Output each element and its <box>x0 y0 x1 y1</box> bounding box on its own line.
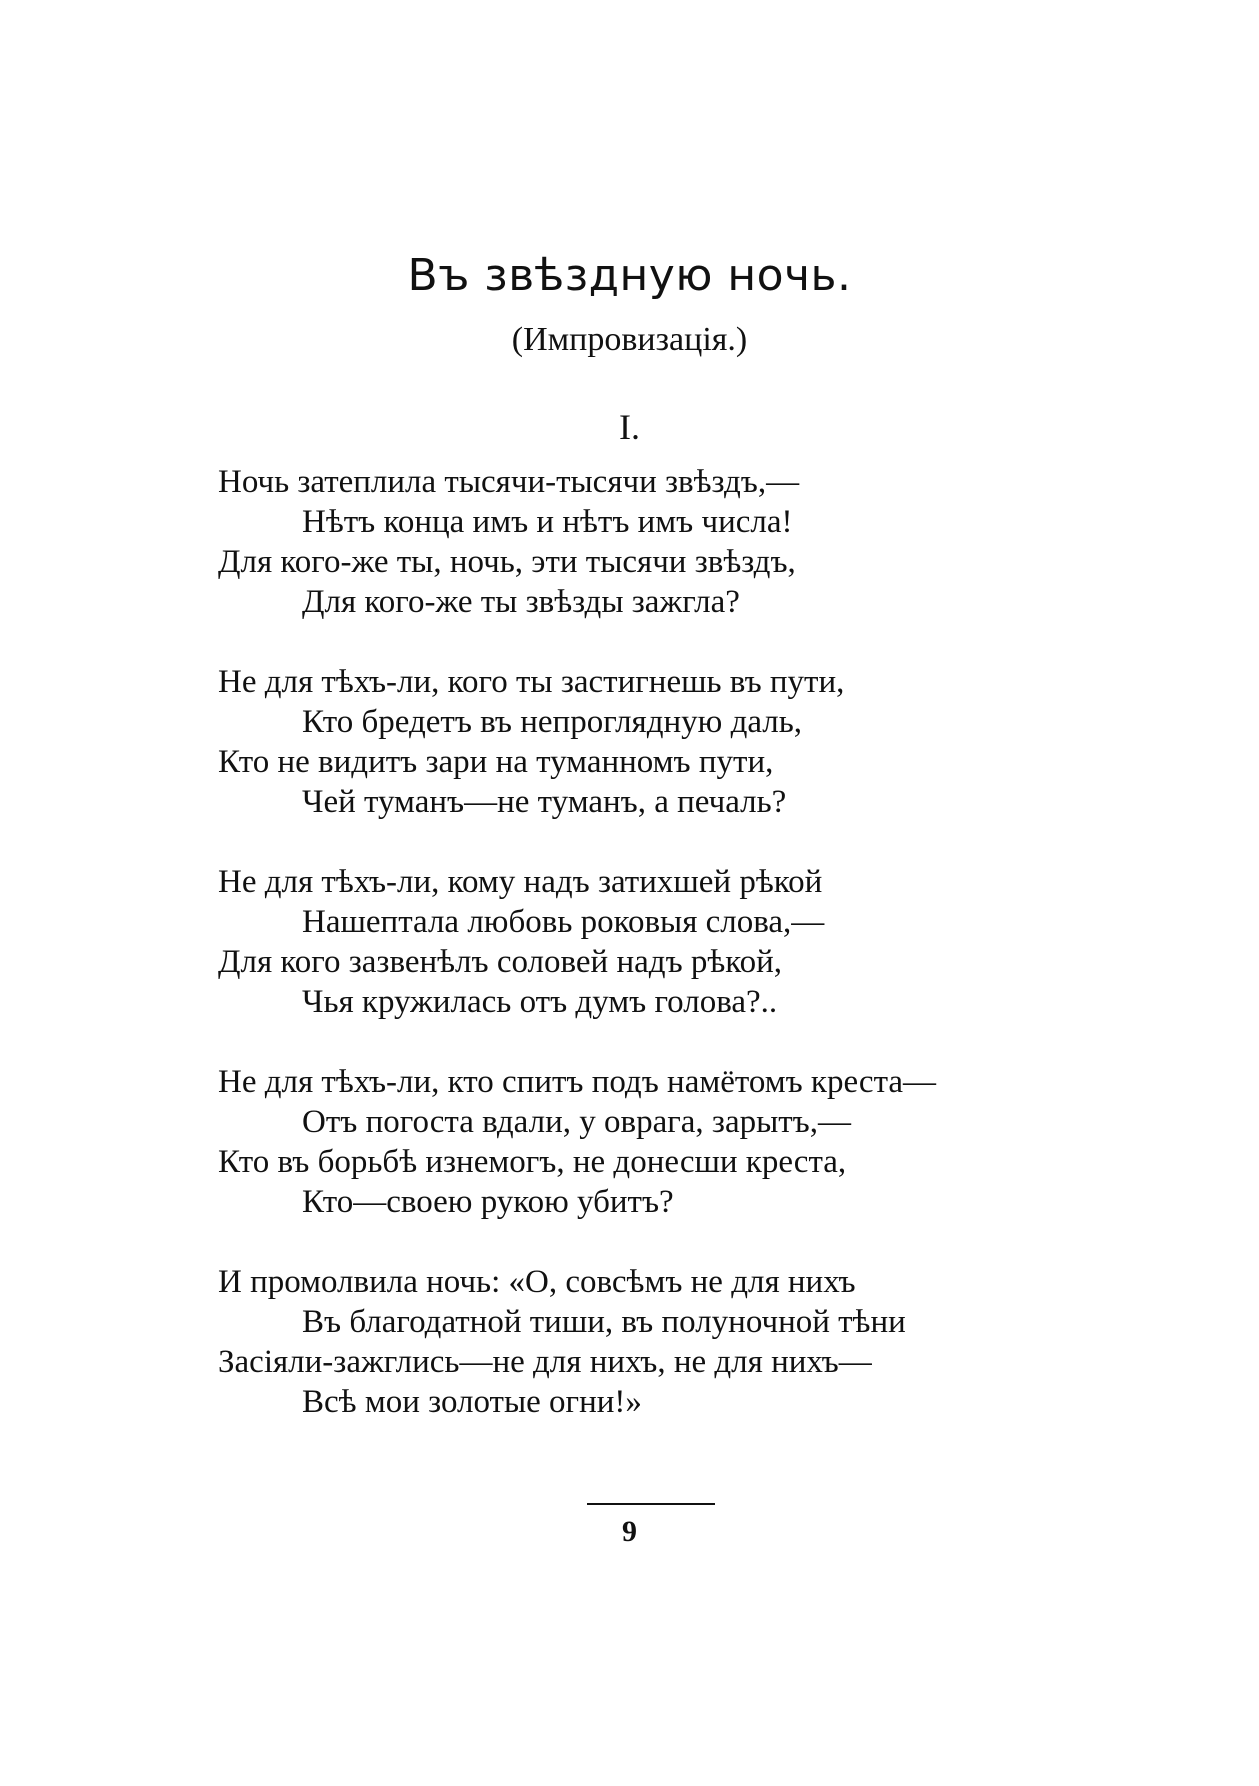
stanza-1 <box>218 462 1198 622</box>
poem-line: Кто въ борьбѣ изнемогъ, не донесши креста, <box>218 1144 847 1180</box>
poem-line: Для кого-же ты, ночь, эти тысячи звѣздъ, <box>218 544 796 580</box>
poem-line: Для кого зазвенѣлъ соловей надъ рѣкой, <box>218 944 783 980</box>
poem-line: Отъ погоста вдали, у оврага, зарытъ,— <box>302 1104 851 1140</box>
poem-line: Всѣ мои золотые огни!» <box>302 1384 642 1420</box>
poem-line: Чья кружилась отъ думъ голова?.. <box>302 984 778 1020</box>
poem-line: Чей туманъ—не туманъ, а печаль? <box>302 784 787 820</box>
stanza-4 <box>218 1062 1198 1222</box>
footer-divider <box>587 1503 715 1505</box>
poem-line: Ночь затеплила тысячи-тысячи звѣздъ,— <box>218 464 800 500</box>
poem-title: Въ звѣздную ночь. <box>407 250 852 301</box>
page-number: 9 <box>622 1515 637 1548</box>
poem-line: Засіяли-зажглись—не для нихъ, не для нихъ— <box>218 1344 872 1380</box>
poem-line: Нашептала любовь роковыя слова,— <box>302 904 825 940</box>
stanza-2 <box>218 662 1198 822</box>
poem-line: Не для тѣхъ-ли, кого ты застигнешь въ пути, <box>218 664 845 700</box>
poem-line: Нѣтъ конца имъ и нѣтъ имъ числа! <box>302 504 793 540</box>
poem-line: Для кого-же ты звѣзды зажгла? <box>302 584 740 620</box>
stanza-3 <box>218 862 1198 1022</box>
poem-line: Не для тѣхъ-ли, кто спитъ подъ намётомъ креста— <box>218 1064 937 1100</box>
poem-line: И промолвила ночь: «О, совсѣмъ не для нихъ <box>218 1264 856 1300</box>
poem-subtitle: (Импровизація.) <box>511 321 748 358</box>
poem-body <box>218 462 1198 1462</box>
poem-line: Кто не видитъ зари на туманномъ пути, <box>218 744 774 780</box>
poem-line: Кто—своею рукою убитъ? <box>302 1184 674 1220</box>
section-number: I. <box>619 407 640 447</box>
poem-line: Не для тѣхъ-ли, кому надъ затихшей рѣкой <box>218 864 823 900</box>
poem-line: Въ благодатной тиши, въ полуночной тѣни <box>302 1304 906 1340</box>
stanza-5 <box>218 1262 1198 1422</box>
poem-line: Кто бредетъ въ непроглядную даль, <box>302 704 803 740</box>
